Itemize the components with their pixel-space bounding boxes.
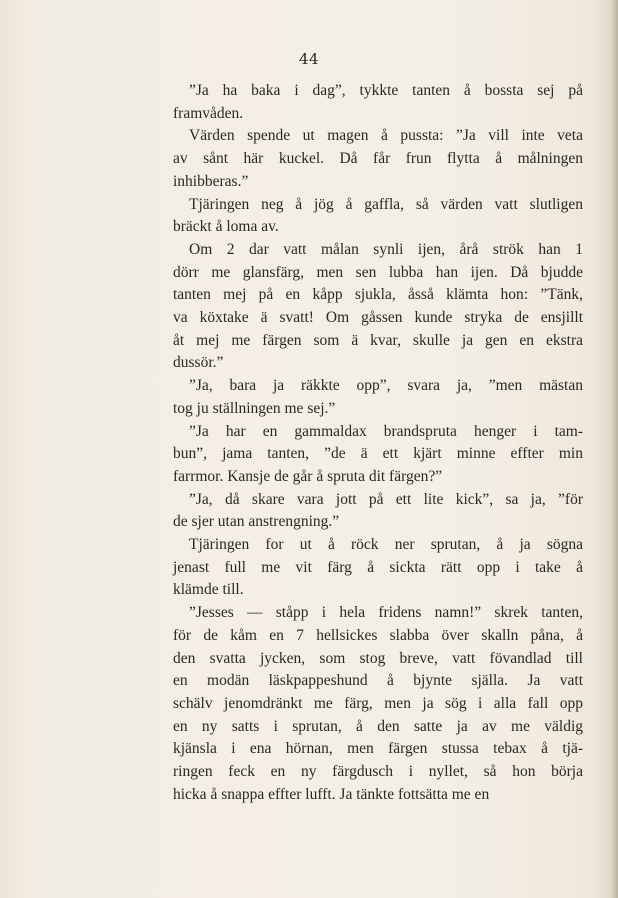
paragraph xyxy=(173,80,583,125)
text-line: dussör.” xyxy=(173,354,224,372)
text-line: klämde till. xyxy=(173,581,244,599)
text-line: ”Ja, då skare vara jott på ett lite kick”, sa ja, ”för xyxy=(189,490,583,508)
paragraph xyxy=(173,194,583,239)
text-line: ”Ja, bara ja räkkte opp”, svara ja, ”men mästan xyxy=(189,377,583,395)
text-line: hicka å snappa effter lufft. Ja tänkte fottsätta me en xyxy=(173,785,490,803)
text-line: ringen feck en ny färgdusch i nyllet, så hon börja xyxy=(173,763,583,781)
text-line: en ny satts i sprutan, å den satte ja av me väldig xyxy=(173,717,583,735)
text-line: tanten mej på en kåpp sjukla, åsså klämta hon: ”Tänk, xyxy=(173,286,583,304)
text-line: de sjer utan anstrengning.” xyxy=(173,513,340,531)
paragraph xyxy=(173,534,583,602)
text-line: inhibberas.” xyxy=(173,172,249,190)
page-number: 44 xyxy=(298,50,320,68)
page-edge-shadow xyxy=(612,0,618,898)
text-line: en modän läskpappeshund å bjynte själla. Ja vatt xyxy=(173,672,583,690)
body-text xyxy=(173,80,583,807)
text-line: kjänsla i ena hörnan, men färgen stussa tebax å tjä- xyxy=(173,740,583,758)
text-line: ”Ja har en gammaldax brandspruta henger i tam- xyxy=(189,422,583,440)
text-line: va köxtake ä svatt! Om gåssen kunde stryka de ensjillt xyxy=(173,309,583,327)
text-line: åt mej me färgen som ä kvar, skulle ja gen en ekstra xyxy=(173,331,583,349)
paragraph xyxy=(173,239,583,375)
text-line: ”Jesses — ståpp i hela fridens namn!” skrek tanten, xyxy=(189,604,583,622)
paragraph xyxy=(173,421,583,489)
text-line: av sånt här kuckel. Då får frun flytta å målningen xyxy=(173,150,583,168)
text-line: schälv jenomdränkt me färg, men ja sög i alla fall opp xyxy=(173,694,583,712)
paragraph xyxy=(173,489,583,534)
text-line: den svatta jycken, som stog breve, vatt fövandlad till xyxy=(173,649,583,667)
text-line: bun”, jama tanten, ”de ä ett kjärt minne effter min xyxy=(173,445,583,463)
text-line: bräckt å loma av. xyxy=(173,218,279,236)
text-line: ”Ja ha baka i dag”, tykkte tanten å bossta sej på xyxy=(189,82,583,99)
text-line: jenast full me vit färg å sickta rätt opp i take å xyxy=(173,558,583,576)
paragraph xyxy=(173,125,583,193)
text-line: dörr me glansfärg, men sen lubba han ijen. Då bjudde xyxy=(173,263,583,281)
text-line: farrmor. Kansje de går å spruta dit färgen?” xyxy=(173,467,443,485)
text-line: Tjäringen neg å jög å gaffla, så värden vatt slutligen xyxy=(189,195,583,213)
text-line: för de kåm en 7 hellsickes slabba över skalln påna, å xyxy=(173,626,583,644)
paragraph xyxy=(173,375,583,420)
text-line: tog ju ställningen me sej.” xyxy=(173,399,336,417)
text-line: Värden spende ut magen å pussta: ”Ja vill inte veta xyxy=(189,127,583,145)
text-line: framvåden. xyxy=(173,104,244,122)
text-line: Tjäringen for ut å röck ner sprutan, å ja sögna xyxy=(189,536,583,554)
paragraph xyxy=(173,602,583,806)
text-line: Om 2 dar vatt målan synli ijen, årå strök han 1 xyxy=(189,240,583,258)
